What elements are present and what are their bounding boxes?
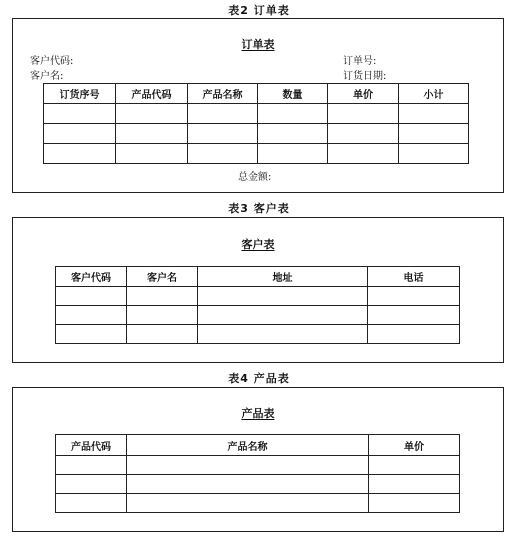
table-cell xyxy=(127,494,369,513)
product-form-panel xyxy=(12,387,504,532)
product-header-row xyxy=(56,435,460,456)
table-cell xyxy=(328,124,399,144)
table-row xyxy=(44,104,469,124)
table-cell xyxy=(127,475,369,494)
table-cell xyxy=(198,325,368,344)
customer-form-title: 客户表 xyxy=(241,238,275,251)
table-cell xyxy=(56,494,127,513)
table-cell xyxy=(368,325,460,344)
customer-code-label: 客户代码: xyxy=(30,56,74,67)
table-cell xyxy=(56,306,127,325)
table-row xyxy=(56,475,460,494)
order-form-title: 订单表 xyxy=(241,38,275,51)
product-grid xyxy=(55,434,460,513)
order-grid xyxy=(43,83,469,164)
order-form-panel xyxy=(12,18,504,193)
product-table-caption: 表4 产品表 xyxy=(228,372,290,385)
table-cell xyxy=(399,104,469,124)
order-col-header: 小计 xyxy=(399,84,469,104)
product-col-header: 产品代码 xyxy=(56,435,127,456)
table-cell xyxy=(198,306,368,325)
order-col-header: 订货序号 xyxy=(44,84,116,104)
customer-col-header: 客户名 xyxy=(127,267,198,287)
table-cell xyxy=(188,104,258,124)
table-row xyxy=(56,325,460,344)
order-col-header: 数量 xyxy=(258,84,328,104)
table-cell xyxy=(56,325,127,344)
order-col-header: 单价 xyxy=(328,84,399,104)
table-cell xyxy=(44,124,116,144)
table-cell xyxy=(258,104,328,124)
table-cell xyxy=(369,494,460,513)
table-cell xyxy=(368,306,460,325)
table-row xyxy=(44,124,469,144)
customer-header-row xyxy=(56,267,460,287)
table-cell xyxy=(56,456,127,475)
table-cell xyxy=(127,325,198,344)
order-col-header: 产品代码 xyxy=(116,84,188,104)
table-row xyxy=(56,494,460,513)
table-cell xyxy=(328,144,399,164)
product-col-header: 产品名称 xyxy=(127,435,369,456)
table-cell xyxy=(328,104,399,124)
product-form-title: 产品表 xyxy=(241,407,275,420)
customer-name-label: 客户名: xyxy=(30,71,64,82)
table-cell xyxy=(369,456,460,475)
table-cell xyxy=(369,475,460,494)
order-table-caption: 表2 订单表 xyxy=(228,4,290,17)
customer-grid xyxy=(55,266,460,344)
table-cell xyxy=(116,144,188,164)
order-date-label: 订货日期: xyxy=(343,71,387,82)
order-header-row xyxy=(44,84,469,104)
table-cell xyxy=(56,475,127,494)
table-cell xyxy=(44,104,116,124)
table-row xyxy=(56,306,460,325)
order-col-header: 产品名称 xyxy=(188,84,258,104)
total-amount-label: 总金额: xyxy=(238,172,272,183)
table-row xyxy=(56,287,460,306)
table-cell xyxy=(399,124,469,144)
customer-col-header: 地址 xyxy=(198,267,368,287)
customer-col-header: 电话 xyxy=(368,267,460,287)
product-col-header: 单价 xyxy=(369,435,460,456)
table-cell xyxy=(127,456,369,475)
table-cell xyxy=(258,124,328,144)
table-cell xyxy=(399,144,469,164)
customer-col-header: 客户代码 xyxy=(56,267,127,287)
table-cell xyxy=(198,287,368,306)
table-cell xyxy=(188,144,258,164)
table-cell xyxy=(44,144,116,164)
table-cell xyxy=(127,287,198,306)
table-row xyxy=(44,144,469,164)
table-row xyxy=(56,456,460,475)
customer-table-caption: 表3 客户表 xyxy=(228,202,290,215)
order-number-label: 订单号: xyxy=(343,56,377,67)
table-cell xyxy=(188,124,258,144)
table-cell xyxy=(258,144,328,164)
customer-form-panel xyxy=(12,217,504,363)
table-cell xyxy=(127,306,198,325)
table-cell xyxy=(116,104,188,124)
table-cell xyxy=(368,287,460,306)
table-cell xyxy=(116,124,188,144)
table-cell xyxy=(56,287,127,306)
